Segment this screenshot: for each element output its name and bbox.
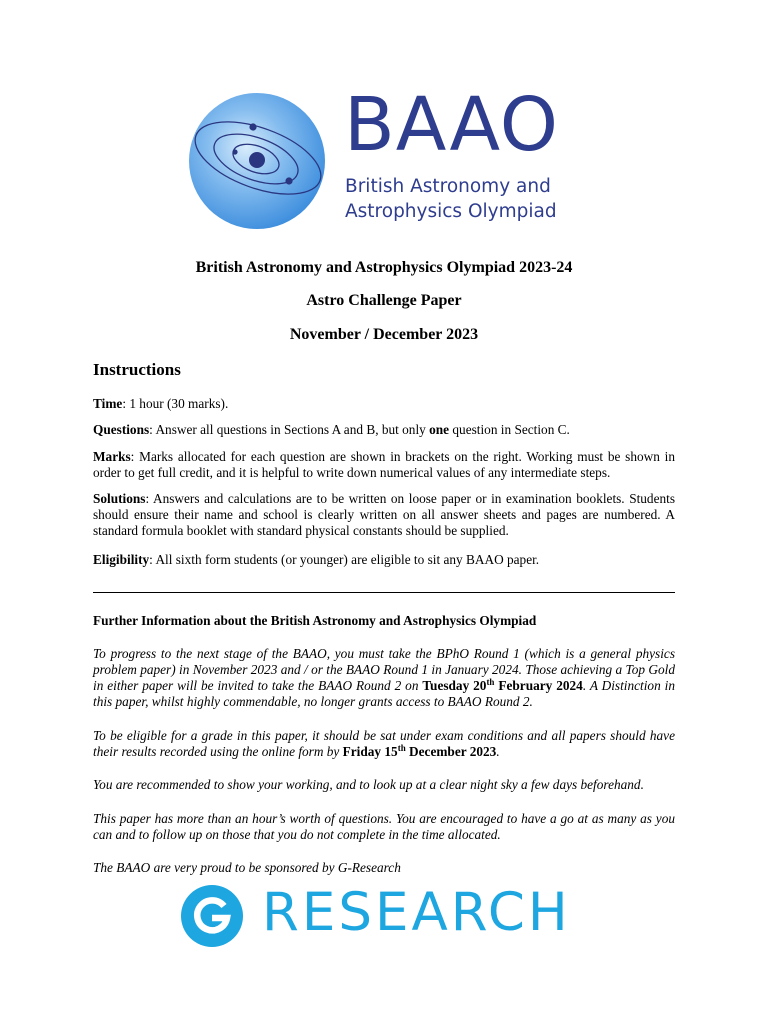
g-research-logo-icon xyxy=(180,884,244,948)
instruction-time xyxy=(93,396,675,412)
baao-subtitle-line1: British Astronomy and xyxy=(345,176,551,197)
further-info-eligibility xyxy=(93,728,675,760)
questions-emphasis: one xyxy=(429,422,450,437)
baao-wordmark: BAAO xyxy=(344,82,560,168)
p1-after: . A Distinction in this paper, whilst highly commendable, no longer grants access to BAAO Round 2. xyxy=(93,678,675,709)
further-info-progression xyxy=(93,646,675,710)
marks-label: Marks xyxy=(93,449,131,464)
further-info-recommendation: You are recommended to show your working, and to look up at a clear night sky a few days beforehand. xyxy=(93,777,644,792)
instruction-marks xyxy=(93,449,675,481)
solutions-label: Solutions xyxy=(93,491,146,506)
further-info-heading: Further Information about the British Astronomy and Astrophysics Olympiad xyxy=(93,613,537,628)
time-text: : 1 hour (30 marks). xyxy=(122,396,229,411)
results-deadline: Friday 15th December 2023 xyxy=(342,743,497,759)
p2-before: To be eligible for a grade in this paper, it should be sat under exam conditions and all papers should have their results recorded using the online form by xyxy=(93,728,675,759)
instructions-heading: Instructions xyxy=(93,360,181,379)
round2-date: Tuesday 20th February 2024 xyxy=(422,677,583,693)
instruction-eligibility xyxy=(93,552,675,568)
solutions-text: : Answers and calculations are to be written on loose paper or in examination booklets. Students should ensure their name and school is clearly written on all answer sheets and pages are numbered. A standard formula booklet with standard physical constants should be supplied. xyxy=(93,491,675,538)
section-divider xyxy=(93,592,675,593)
eligibility-text: : All sixth form students (or younger) are eligible to sit any BAAO paper. xyxy=(149,552,540,567)
questions-text-after: question in Section C. xyxy=(449,422,570,437)
g-research-wordmark: RESEARCH xyxy=(262,882,571,943)
further-info-sponsor: The BAAO are very proud to be sponsored by G-Research xyxy=(93,860,401,875)
olympiad-title: British Astronomy and Astrophysics Olympiad 2023-24 xyxy=(195,259,573,276)
questions-label: Questions xyxy=(93,422,150,437)
baao-orbit-emblem-icon xyxy=(186,92,328,230)
questions-text-before: : Answer all questions in Sections A and B, but only xyxy=(149,422,430,437)
time-label: Time xyxy=(93,396,123,411)
instruction-solutions xyxy=(93,491,675,539)
marks-text: : Marks allocated for each question are shown in brackets on the right. Working must be shown in order to get full credit, and it is helpful to write down numerical values of any intermediate steps. xyxy=(93,449,675,480)
paper-date: November / December 2023 xyxy=(289,326,479,343)
p2-after: . xyxy=(496,744,500,759)
g-research-logo xyxy=(180,884,590,948)
further-info-length: This paper has more than an hour’s worth of questions. You are encouraged to have a go at as many as you can and to follow up on those that you do not complete in the time allocated. xyxy=(93,811,675,842)
baao-logo xyxy=(186,82,586,230)
p1-before: To progress to the next stage of the BAAO, you must take the BPhO Round 1 (which is a general physics problem paper) in November 2023 and / or the BAAO Round 1 in January 2024. Those achieving a Top Gold in either paper will be invited to take the BAAO Round 2 on xyxy=(93,646,675,693)
paper-title: Astro Challenge Paper xyxy=(306,292,462,309)
eligibility-label: Eligibility xyxy=(93,552,150,567)
baao-subtitle-line2: Astrophysics Olympiad xyxy=(345,201,557,222)
instruction-questions xyxy=(93,422,675,438)
